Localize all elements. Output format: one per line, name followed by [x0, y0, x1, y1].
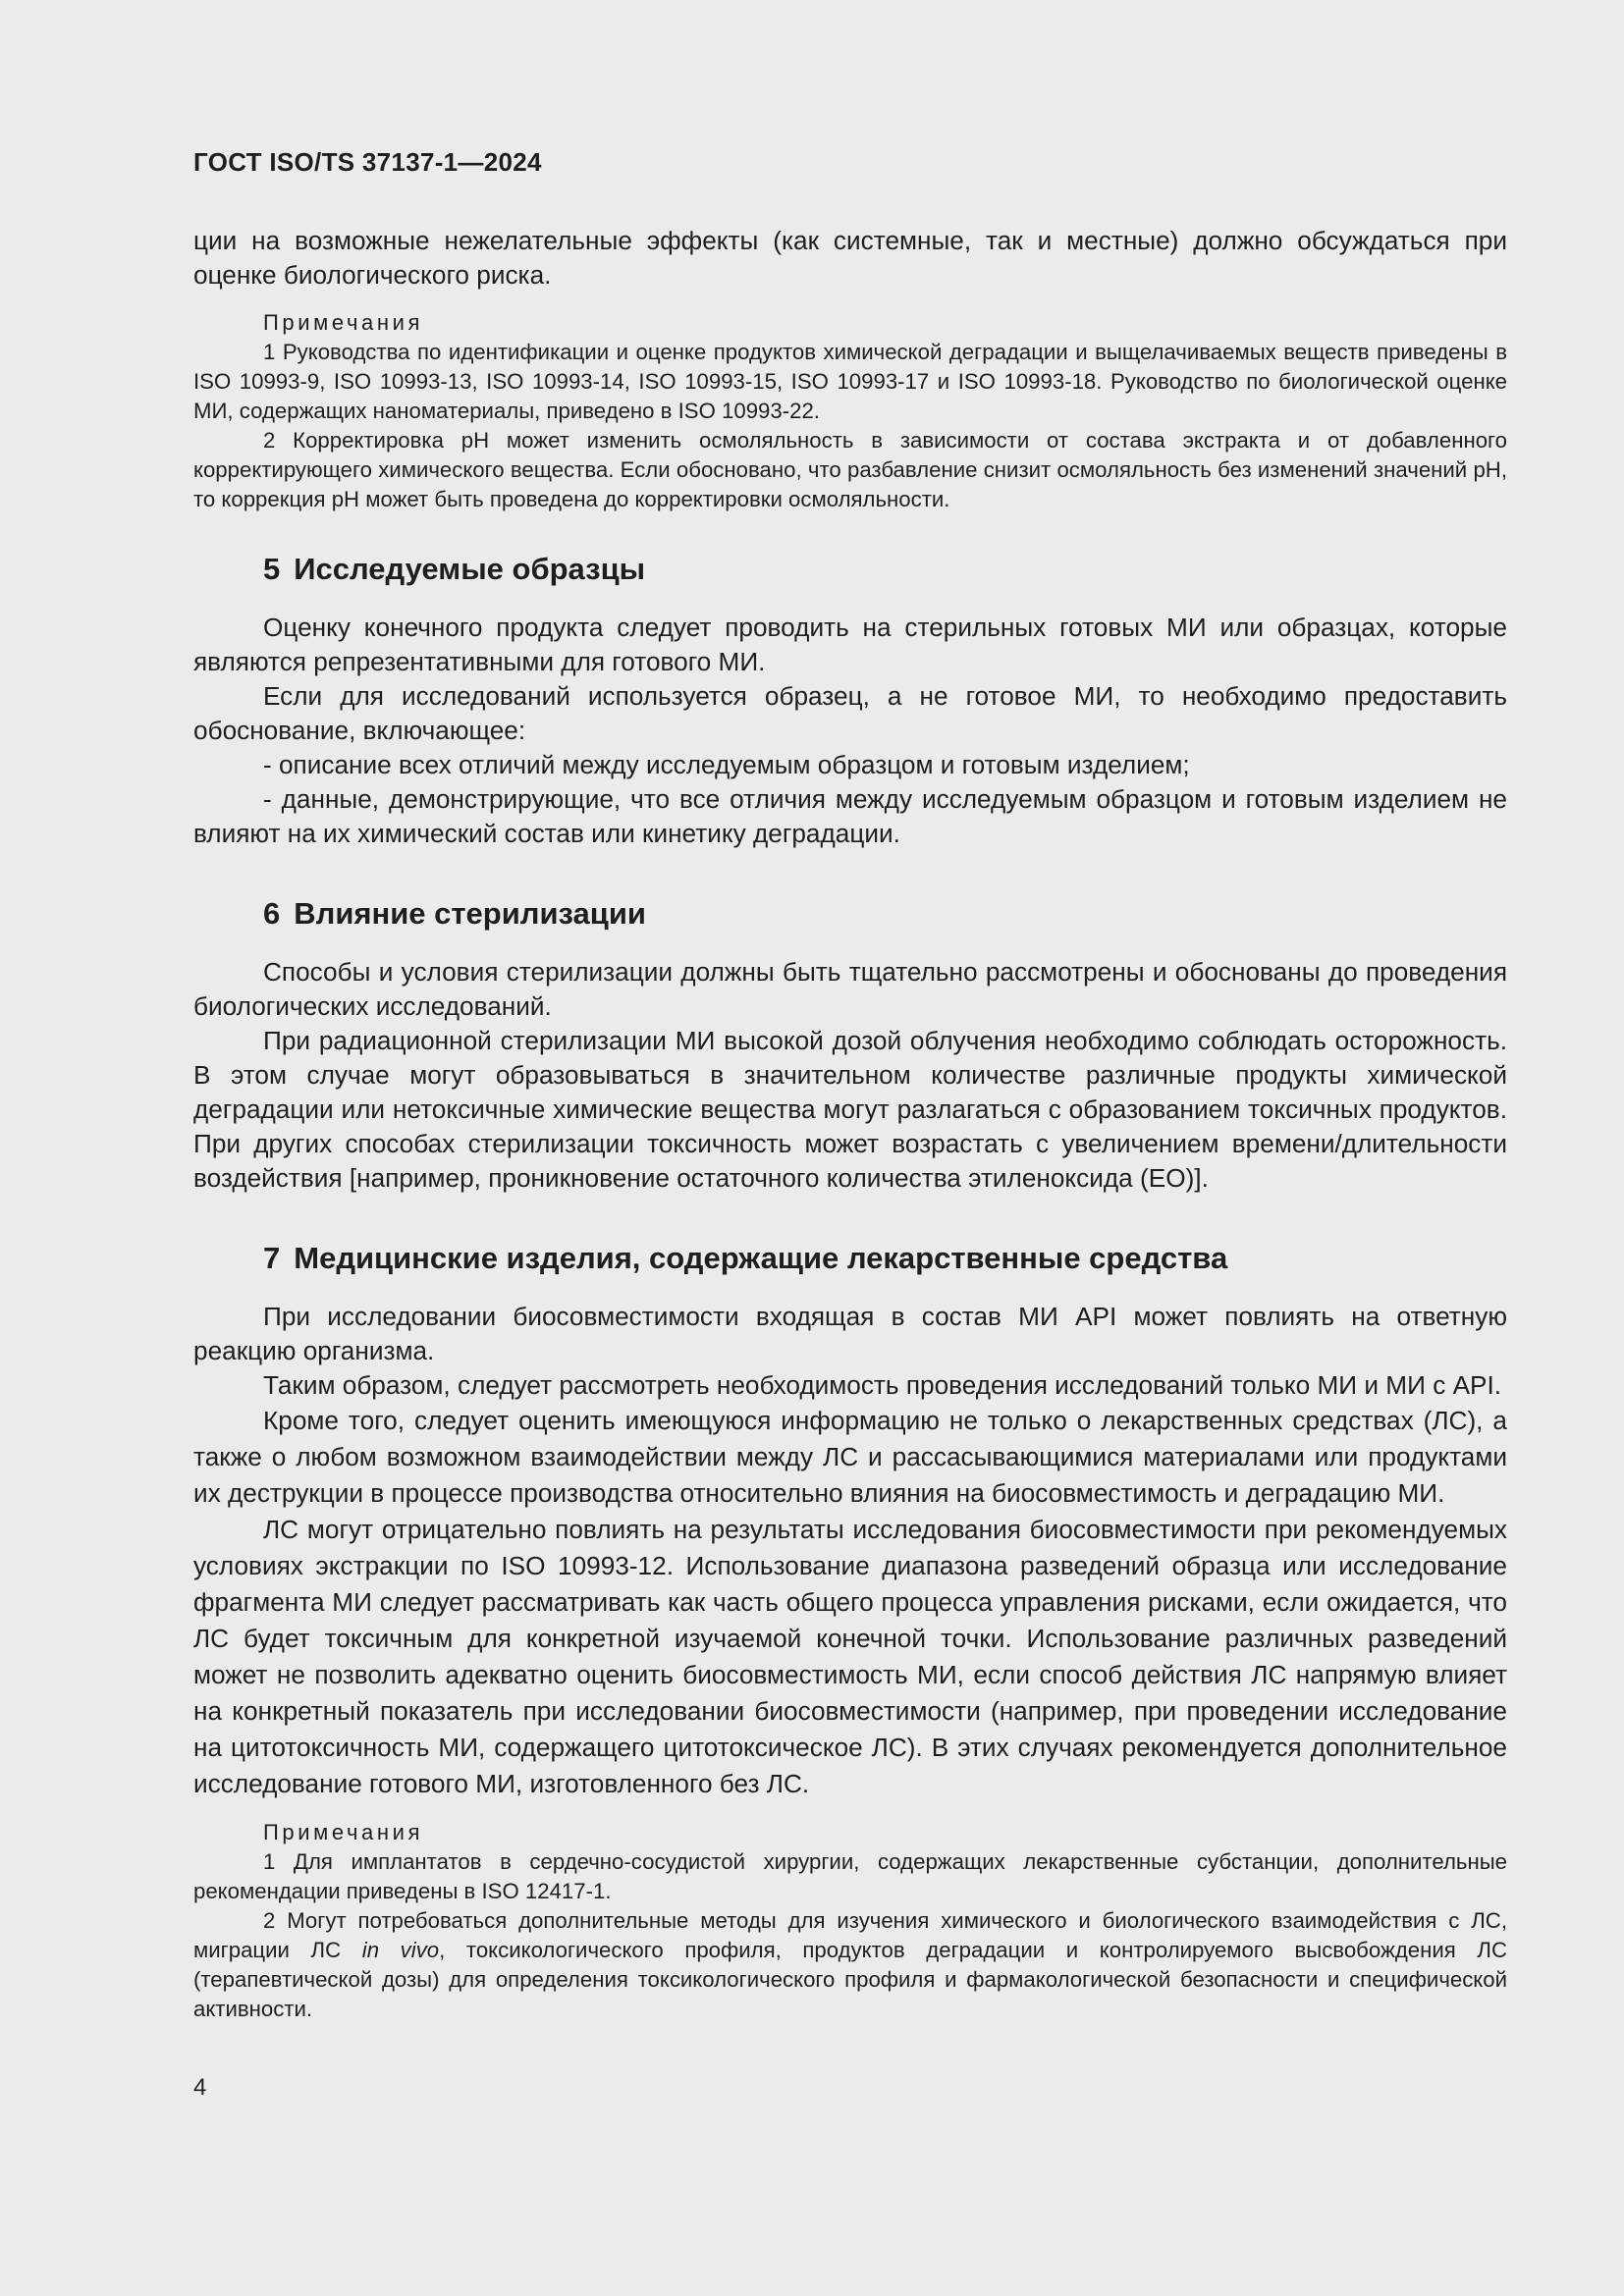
paragraph: Способы и условия стерилизации должны быть тщательно рассмотрены и обоснованы до проведения биологических исследований. — [193, 957, 1507, 1021]
note-item: 1 Руководства по идентификации и оценке продуктов химической деградации и выщелачиваемых веществ приведены в ISO 10993-9, ISO 10993-13, ISO 10993-14, ISO 10993-15, ISO 10993-17 и ISO 10993-18. Руководство по биологической оценке МИ, содержащих наноматериалы, приведено в ISO 10993-22. — [193, 340, 1507, 423]
note-text: 2 Могут потребоваться дополнительные методы для изучения химического и биологического взаимодействия с ЛС, миграции ЛС — [193, 1908, 1507, 1962]
list-item: - описание всех отличий между исследуемым образцом и готовым изделием; — [263, 750, 1190, 779]
note-item: 1 Для имплантатов в сердечно-сосудистой хирургии, содержащих лекарственные субстанции, дополнительные рекомендации приведены в ISO 12417-1. — [193, 1849, 1507, 1903]
notes-title: Примечания — [263, 310, 424, 335]
paragraph: При радиационной стерилизации МИ высокой дозой облучения необходимо соблюдать осторожность. В этом случае могут образовываться в значительном количестве различные продукты химической деградации или нетоксичные химические вещества могут разлагаться с образованием токсичных продуктов. При других способах стерилизации токсичность может возрастать с увеличением времени/длительности воздействия [например, проникновение остаточного количества этиленоксида (ЕО)]. — [193, 1026, 1507, 1193]
document-header: ГОСТ ISO/TS 37137-1—2024 — [193, 147, 542, 177]
paragraph: ЛС могут отрицательно повлиять на результаты исследования биосовместимости при рекомендуемых условиях экстракции по ISO 10993-12. Использование диапазона разведений образца или исследование фрагмента МИ следует рассматривать как часть общего процесса управления рисками, если ожидается, что ЛС будет токсичным для конкретной изучаемой конечной точки. Использование различных разведений может не позволить адекватно оценить биосовместимость МИ, если способ действия ЛС напрямую влияет на конкретный показатель при исследовании биосовместимости (например, при проведении исследование на цитотоксичность МИ, содержащего цитотоксическое ЛС). В этих случаях рекомендуется дополнительное исследование готового МИ, изготовленного без ЛС. — [193, 1515, 1507, 1798]
notes-block-1 — [193, 308, 1507, 514]
section-number: 5 — [263, 552, 281, 586]
note-item — [193, 1906, 1507, 2024]
paragraph: Оценку конечного продукта следует проводить на стерильных готовых МИ или образцах, которые являются репрезентативными для готового МИ. — [193, 613, 1507, 676]
note-text: , токсикологического профиля, продуктов деградации и контролируемого высвобождения ЛС (терапевтической дозы) для определения токсикологического профиля и фармакологической безопасности и специфической активности. — [193, 1938, 1507, 2021]
section-6-heading — [193, 894, 1507, 934]
note-item: 2 Корректировка рН может изменить осмоляльность в зависимости от состава экстракта и от добавленного корректирующего химического вещества. Если обосновано, что разбавление снизит осмоляльность без изменений значений рН, то коррекция рН может быть проведена до корректировки осмоляльности. — [193, 428, 1507, 511]
notes-title: Примечания — [263, 1820, 424, 1844]
section-number: 6 — [263, 896, 281, 931]
section-5-heading — [193, 550, 1507, 589]
paragraph: Кроме того, следует оценить имеющуюся информацию не только о лекарственных средствах (ЛС), а также о любом возможном взаимодействии между ЛС и рассасывающимися материалами или продуктами их деструкции в процессе производства относительно влияния на биосовместимость и деградацию МИ. — [193, 1406, 1507, 1508]
section-title: Влияние стерилизации — [294, 896, 646, 931]
paragraph: Таким образом, следует рассмотреть необходимость проведения исследований только МИ и МИ с API. — [263, 1370, 1502, 1400]
page-content — [193, 224, 1507, 2024]
list-item: - данные, демонстрирующие, что все отличия между исследуемым образцом и готовым изделием не влияют на их химический состав или кинетику деградации. — [193, 784, 1507, 848]
page-number: 4 — [193, 2074, 207, 2101]
section-number: 7 — [263, 1241, 281, 1275]
section-7-heading — [193, 1239, 1507, 1278]
intro-paragraph: ции на возможные нежелательные эффекты (как системные, так и местные) должно обсуждаться при оценке биологического риска. — [193, 226, 1507, 290]
notes-block-2 — [193, 1818, 1507, 2024]
section-7-body — [193, 1300, 1507, 1802]
note-italic-term: in vivo — [361, 1938, 440, 1962]
paragraph: При исследовании биосовместимости входящая в состав МИ API может повлиять на ответную реакцию организма. — [193, 1302, 1507, 1365]
paragraph: Если для исследований используется образец, а не готовое МИ, то необходимо предоставить обоснование, включающее: — [193, 681, 1507, 745]
section-5-body — [193, 611, 1507, 851]
section-6-body — [193, 955, 1507, 1196]
section-title: Медицинские изделия, содержащие лекарственные средства — [294, 1241, 1228, 1275]
section-title: Исследуемые образцы — [294, 552, 646, 586]
